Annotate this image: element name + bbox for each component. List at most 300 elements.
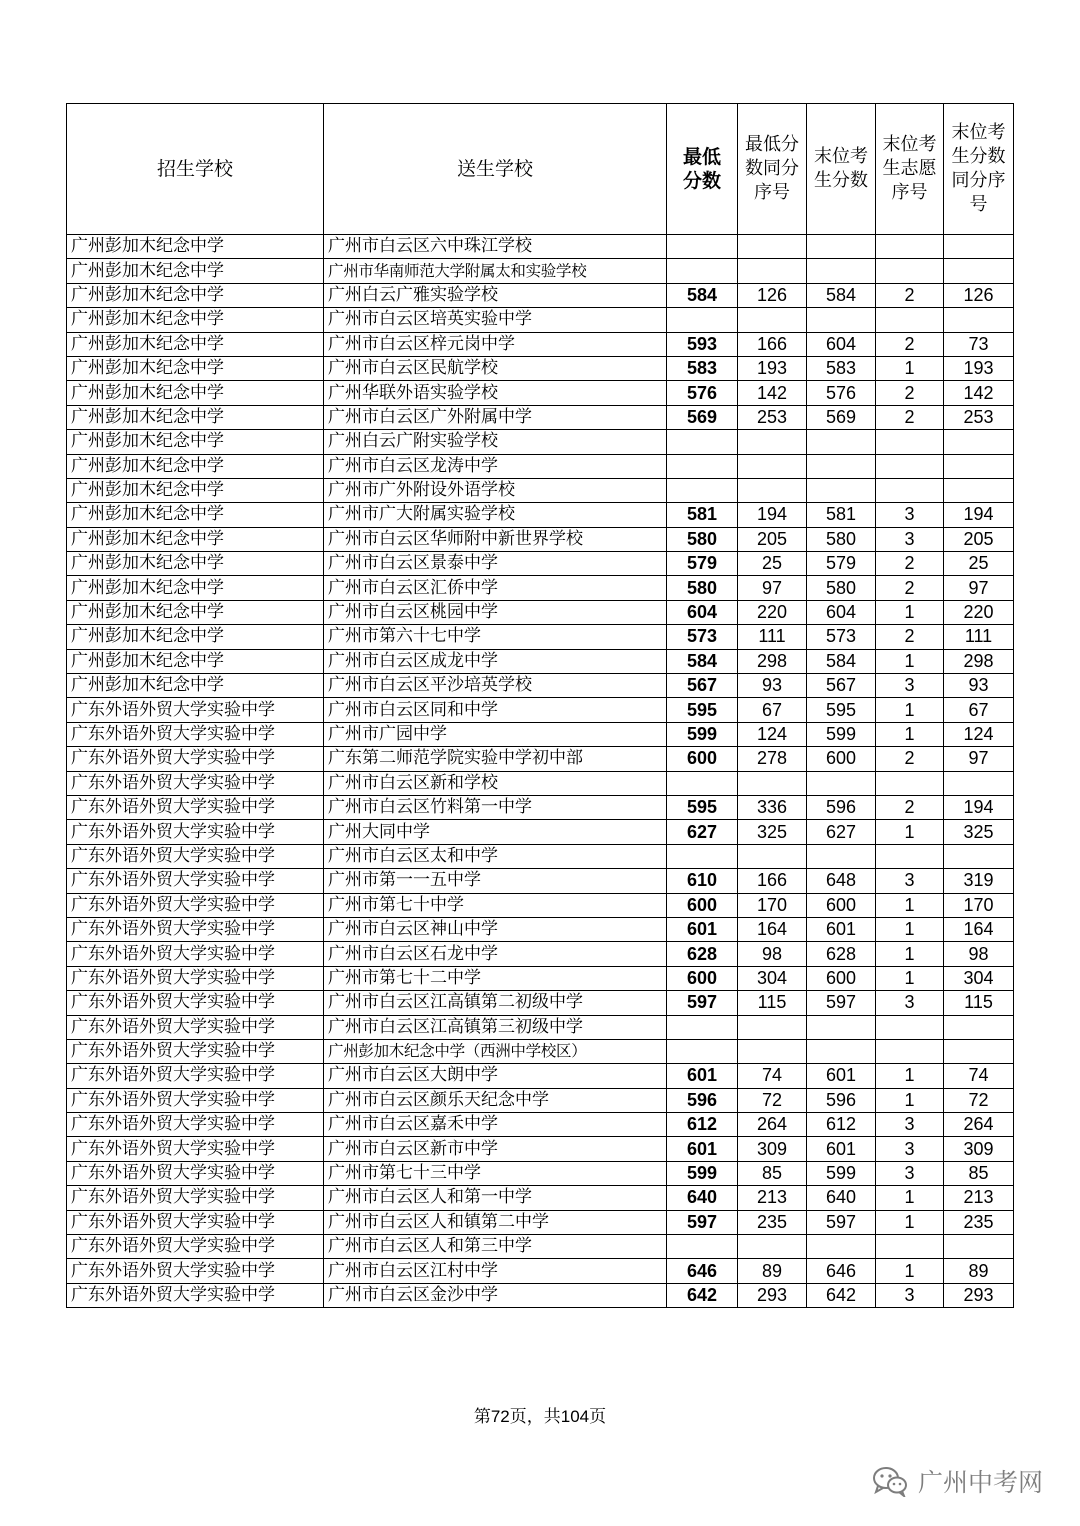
recruit-school-cell: 广州彭加木纪念中学 bbox=[67, 405, 324, 429]
send-school-cell: 广州市第七十中学 bbox=[324, 893, 667, 917]
last-choice-cell bbox=[876, 1235, 944, 1259]
table-row bbox=[67, 235, 1014, 259]
table-row bbox=[67, 1015, 1014, 1039]
table-header bbox=[67, 104, 1014, 235]
send-school-cell: 广州白云广雅实验学校 bbox=[324, 283, 667, 307]
min-score-cell: 576 bbox=[667, 381, 738, 405]
min-score-cell: 646 bbox=[667, 1259, 738, 1283]
min-score-rank-cell: 213 bbox=[738, 1186, 807, 1210]
send-school-cell: 广州大同中学 bbox=[324, 820, 667, 844]
table-row bbox=[67, 283, 1014, 307]
send-school-cell: 广州市白云区同和中学 bbox=[324, 698, 667, 722]
header-last-score bbox=[807, 104, 876, 235]
send-school-cell: 广州市白云区桃园中学 bbox=[324, 600, 667, 624]
last-choice-cell: 3 bbox=[876, 869, 944, 893]
last-rank-cell: 170 bbox=[944, 893, 1014, 917]
last-choice-cell bbox=[876, 771, 944, 795]
min-score-cell bbox=[667, 1235, 738, 1259]
min-score-rank-cell: 89 bbox=[738, 1259, 807, 1283]
send-school-cell: 广州彭加木纪念中学（西洲中学校区） bbox=[324, 1039, 667, 1063]
recruit-school-cell: 广州彭加木纪念中学 bbox=[67, 381, 324, 405]
table-row bbox=[67, 942, 1014, 966]
recruit-school-cell: 广东外语外贸大学实验中学 bbox=[67, 917, 324, 941]
min-score-cell: 567 bbox=[667, 674, 738, 698]
last-rank-cell: 142 bbox=[944, 381, 1014, 405]
min-score-rank-cell bbox=[738, 235, 807, 259]
min-score-cell: 580 bbox=[667, 527, 738, 551]
last-rank-cell: 115 bbox=[944, 991, 1014, 1015]
min-score-rank-cell: 164 bbox=[738, 917, 807, 941]
last-rank-cell: 193 bbox=[944, 356, 1014, 380]
send-school-cell: 广州市白云区培英实验中学 bbox=[324, 308, 667, 332]
watermark bbox=[872, 1461, 1043, 1501]
watermark-text: 广州中考网 bbox=[918, 1468, 1044, 1497]
min-score-rank-cell bbox=[738, 478, 807, 502]
last-score-cell: 576 bbox=[807, 381, 876, 405]
table-row bbox=[67, 1161, 1014, 1185]
last-choice-cell: 1 bbox=[876, 698, 944, 722]
send-school-cell: 广州市白云区嘉禾中学 bbox=[324, 1113, 667, 1137]
table-row bbox=[67, 576, 1014, 600]
min-score-rank-cell: 278 bbox=[738, 747, 807, 771]
last-score-cell: 640 bbox=[807, 1186, 876, 1210]
min-score-rank-cell: 93 bbox=[738, 674, 807, 698]
last-choice-cell: 3 bbox=[876, 527, 944, 551]
recruit-school-cell: 广东外语外贸大学实验中学 bbox=[67, 1161, 324, 1185]
last-score-cell bbox=[807, 259, 876, 283]
last-rank-cell: 89 bbox=[944, 1259, 1014, 1283]
table-row bbox=[67, 625, 1014, 649]
last-rank-cell: 264 bbox=[944, 1113, 1014, 1137]
table-row bbox=[67, 527, 1014, 551]
last-score-cell: 596 bbox=[807, 795, 876, 819]
header-last-rank bbox=[944, 104, 1014, 235]
last-score-cell: 595 bbox=[807, 698, 876, 722]
last-choice-cell: 2 bbox=[876, 405, 944, 429]
table-row bbox=[67, 698, 1014, 722]
recruit-school-cell: 广东外语外贸大学实验中学 bbox=[67, 1088, 324, 1112]
table-row bbox=[67, 869, 1014, 893]
min-score-cell: 599 bbox=[667, 1161, 738, 1185]
last-choice-cell: 1 bbox=[876, 893, 944, 917]
min-score-rank-cell bbox=[738, 1015, 807, 1039]
last-rank-cell: 220 bbox=[944, 600, 1014, 624]
last-rank-cell: 213 bbox=[944, 1186, 1014, 1210]
last-choice-cell: 1 bbox=[876, 1064, 944, 1088]
send-school-cell: 广州市白云区石龙中学 bbox=[324, 942, 667, 966]
min-score-rank-cell: 235 bbox=[738, 1210, 807, 1234]
last-choice-cell: 3 bbox=[876, 1137, 944, 1161]
recruit-school-cell: 广东外语外贸大学实验中学 bbox=[67, 1186, 324, 1210]
table-row bbox=[67, 893, 1014, 917]
min-score-cell: 599 bbox=[667, 722, 738, 746]
min-score-cell bbox=[667, 259, 738, 283]
last-score-cell: 601 bbox=[807, 1064, 876, 1088]
last-score-cell: 648 bbox=[807, 869, 876, 893]
table-row bbox=[67, 649, 1014, 673]
min-score-cell: 612 bbox=[667, 1113, 738, 1137]
table-row bbox=[67, 1088, 1014, 1112]
last-choice-cell bbox=[876, 308, 944, 332]
table-row bbox=[67, 478, 1014, 502]
table-row bbox=[67, 722, 1014, 746]
send-school-cell: 广州市广园中学 bbox=[324, 722, 667, 746]
table-row bbox=[67, 1137, 1014, 1161]
min-score-rank-cell bbox=[738, 430, 807, 454]
min-score-cell: 642 bbox=[667, 1283, 738, 1307]
min-score-rank-cell: 142 bbox=[738, 381, 807, 405]
min-score-rank-cell bbox=[738, 844, 807, 868]
recruit-school-cell: 广东外语外贸大学实验中学 bbox=[67, 844, 324, 868]
last-choice-cell: 2 bbox=[876, 576, 944, 600]
last-score-cell: 569 bbox=[807, 405, 876, 429]
send-school-cell: 广州市广外附设外语学校 bbox=[324, 478, 667, 502]
header-min-score-rank-text: 最低分数同分序号 bbox=[745, 134, 799, 203]
min-score-cell: 601 bbox=[667, 1064, 738, 1088]
table-row bbox=[67, 820, 1014, 844]
min-score-rank-cell: 85 bbox=[738, 1161, 807, 1185]
header-last-score-text: 末位考生分数 bbox=[814, 146, 868, 191]
last-rank-cell: 93 bbox=[944, 674, 1014, 698]
last-rank-cell: 124 bbox=[944, 722, 1014, 746]
last-score-cell: 600 bbox=[807, 747, 876, 771]
min-score-rank-cell: 205 bbox=[738, 527, 807, 551]
min-score-cell: 601 bbox=[667, 1137, 738, 1161]
page-footer bbox=[0, 1402, 1080, 1427]
send-school-cell: 广州市第一一五中学 bbox=[324, 869, 667, 893]
last-choice-cell: 3 bbox=[876, 991, 944, 1015]
min-score-rank-cell: 220 bbox=[738, 600, 807, 624]
recruit-school-cell: 广州彭加木纪念中学 bbox=[67, 332, 324, 356]
last-rank-cell bbox=[944, 308, 1014, 332]
table-row bbox=[67, 1235, 1014, 1259]
send-school-cell: 广州市第七十三中学 bbox=[324, 1161, 667, 1185]
min-score-cell: 581 bbox=[667, 503, 738, 527]
last-score-cell: 599 bbox=[807, 722, 876, 746]
min-score-rank-cell bbox=[738, 308, 807, 332]
min-score-rank-cell: 72 bbox=[738, 1088, 807, 1112]
recruit-school-cell: 广州彭加木纪念中学 bbox=[67, 430, 324, 454]
last-choice-cell bbox=[876, 454, 944, 478]
min-score-rank-cell: 124 bbox=[738, 722, 807, 746]
min-score-rank-cell: 309 bbox=[738, 1137, 807, 1161]
table-row bbox=[67, 503, 1014, 527]
min-score-cell bbox=[667, 771, 738, 795]
recruit-school-cell: 广东外语外贸大学实验中学 bbox=[67, 1113, 324, 1137]
recruit-school-cell: 广州彭加木纪念中学 bbox=[67, 674, 324, 698]
last-score-cell: 597 bbox=[807, 1210, 876, 1234]
last-choice-cell bbox=[876, 1015, 944, 1039]
last-score-cell: 642 bbox=[807, 1283, 876, 1307]
last-score-cell: 597 bbox=[807, 991, 876, 1015]
last-choice-cell: 1 bbox=[876, 917, 944, 941]
last-score-cell: 601 bbox=[807, 1137, 876, 1161]
last-rank-cell: 253 bbox=[944, 405, 1014, 429]
send-school-cell: 广州市白云区竹料第一中学 bbox=[324, 795, 667, 819]
min-score-cell: 627 bbox=[667, 820, 738, 844]
min-score-cell: 595 bbox=[667, 795, 738, 819]
last-rank-cell: 85 bbox=[944, 1161, 1014, 1185]
send-school-cell: 广州市广大附属实验学校 bbox=[324, 503, 667, 527]
min-score-cell bbox=[667, 454, 738, 478]
last-choice-cell bbox=[876, 430, 944, 454]
recruit-school-cell: 广州彭加木纪念中学 bbox=[67, 552, 324, 576]
min-score-rank-cell: 264 bbox=[738, 1113, 807, 1137]
send-school-cell: 广州市白云区汇侨中学 bbox=[324, 576, 667, 600]
last-score-cell bbox=[807, 771, 876, 795]
send-school-cell: 广州市白云区江村中学 bbox=[324, 1259, 667, 1283]
recruit-school-cell: 广州彭加木纪念中学 bbox=[67, 478, 324, 502]
table-row bbox=[67, 430, 1014, 454]
recruit-school-cell: 广州彭加木纪念中学 bbox=[67, 600, 324, 624]
min-score-cell: 600 bbox=[667, 966, 738, 990]
min-score-cell: 610 bbox=[667, 869, 738, 893]
last-choice-cell: 1 bbox=[876, 966, 944, 990]
send-school-cell: 广州市白云区民航学校 bbox=[324, 356, 667, 380]
last-rank-cell bbox=[944, 1015, 1014, 1039]
last-rank-cell: 194 bbox=[944, 795, 1014, 819]
last-rank-cell: 319 bbox=[944, 869, 1014, 893]
table-row bbox=[67, 1186, 1014, 1210]
min-score-cell: 600 bbox=[667, 747, 738, 771]
min-score-rank-cell: 67 bbox=[738, 698, 807, 722]
recruit-school-cell: 广州彭加木纪念中学 bbox=[67, 308, 324, 332]
min-score-cell: 600 bbox=[667, 893, 738, 917]
min-score-cell: 628 bbox=[667, 942, 738, 966]
last-rank-cell: 298 bbox=[944, 649, 1014, 673]
last-rank-cell bbox=[944, 454, 1014, 478]
min-score-cell bbox=[667, 1015, 738, 1039]
recruit-school-cell: 广东外语外贸大学实验中学 bbox=[67, 1235, 324, 1259]
send-school-cell: 广州市华南师范大学附属太和实验学校 bbox=[324, 259, 667, 283]
last-score-cell: 604 bbox=[807, 332, 876, 356]
min-score-cell bbox=[667, 844, 738, 868]
last-score-cell: 580 bbox=[807, 527, 876, 551]
send-school-cell: 广东第二师范学院实验中学初中部 bbox=[324, 747, 667, 771]
last-score-cell bbox=[807, 308, 876, 332]
header-last-choice-text: 末位考生志愿序号 bbox=[882, 134, 937, 203]
min-score-cell: 584 bbox=[667, 283, 738, 307]
recruit-school-cell: 广东外语外贸大学实验中学 bbox=[67, 991, 324, 1015]
footer-suffix: 页 bbox=[589, 1407, 607, 1427]
table-row bbox=[67, 1039, 1014, 1063]
min-score-rank-cell bbox=[738, 1235, 807, 1259]
last-score-cell: 601 bbox=[807, 917, 876, 941]
last-rank-cell: 309 bbox=[944, 1137, 1014, 1161]
last-rank-cell: 97 bbox=[944, 576, 1014, 600]
send-school-cell: 广州市白云区金沙中学 bbox=[324, 1283, 667, 1307]
last-score-cell: 567 bbox=[807, 674, 876, 698]
last-choice-cell: 2 bbox=[876, 625, 944, 649]
send-school-cell: 广州市白云区人和镇第二中学 bbox=[324, 1210, 667, 1234]
send-school-cell: 广州市白云区人和第三中学 bbox=[324, 1235, 667, 1259]
min-score-rank-cell: 170 bbox=[738, 893, 807, 917]
send-school-cell: 广州市白云区景泰中学 bbox=[324, 552, 667, 576]
last-choice-cell: 1 bbox=[876, 722, 944, 746]
send-school-cell: 广州市白云区江高镇第二初级中学 bbox=[324, 991, 667, 1015]
table-row bbox=[67, 552, 1014, 576]
recruit-school-cell: 广州彭加木纪念中学 bbox=[67, 503, 324, 527]
last-rank-cell bbox=[944, 478, 1014, 502]
last-choice-cell: 3 bbox=[876, 1113, 944, 1137]
last-score-cell: 628 bbox=[807, 942, 876, 966]
min-score-rank-cell: 193 bbox=[738, 356, 807, 380]
last-score-cell bbox=[807, 454, 876, 478]
recruit-school-cell: 广东外语外贸大学实验中学 bbox=[67, 820, 324, 844]
header-min-score-text: 最低分数 bbox=[682, 146, 721, 192]
min-score-rank-cell: 325 bbox=[738, 820, 807, 844]
last-rank-cell: 205 bbox=[944, 527, 1014, 551]
last-choice-cell: 3 bbox=[876, 503, 944, 527]
send-school-cell: 广州市白云区神山中学 bbox=[324, 917, 667, 941]
last-rank-cell: 111 bbox=[944, 625, 1014, 649]
last-score-cell: 646 bbox=[807, 1259, 876, 1283]
header-last-choice bbox=[876, 104, 944, 235]
last-rank-cell: 304 bbox=[944, 966, 1014, 990]
min-score-rank-cell bbox=[738, 259, 807, 283]
last-rank-cell bbox=[944, 771, 1014, 795]
last-choice-cell: 1 bbox=[876, 1088, 944, 1112]
recruit-school-cell: 广东外语外贸大学实验中学 bbox=[67, 893, 324, 917]
last-score-cell bbox=[807, 1235, 876, 1259]
last-choice-cell: 3 bbox=[876, 674, 944, 698]
table-row bbox=[67, 600, 1014, 624]
min-score-rank-cell: 253 bbox=[738, 405, 807, 429]
last-choice-cell bbox=[876, 259, 944, 283]
send-school-cell: 广州市白云区江高镇第三初级中学 bbox=[324, 1015, 667, 1039]
last-rank-cell: 72 bbox=[944, 1088, 1014, 1112]
header-min-score bbox=[667, 104, 738, 235]
last-score-cell: 581 bbox=[807, 503, 876, 527]
last-score-cell: 612 bbox=[807, 1113, 876, 1137]
last-rank-cell bbox=[944, 1039, 1014, 1063]
min-score-cell: 584 bbox=[667, 649, 738, 673]
last-choice-cell: 1 bbox=[876, 1210, 944, 1234]
min-score-cell: 573 bbox=[667, 625, 738, 649]
wechat-icon bbox=[872, 1465, 908, 1497]
recruit-school-cell: 广东外语外贸大学实验中学 bbox=[67, 747, 324, 771]
last-choice-cell bbox=[876, 844, 944, 868]
min-score-rank-cell: 115 bbox=[738, 991, 807, 1015]
min-score-cell bbox=[667, 478, 738, 502]
send-school-cell: 广州市白云区太和中学 bbox=[324, 844, 667, 868]
last-rank-cell bbox=[944, 235, 1014, 259]
min-score-rank-cell: 25 bbox=[738, 552, 807, 576]
min-score-cell: 583 bbox=[667, 356, 738, 380]
min-score-rank-cell bbox=[738, 771, 807, 795]
min-score-rank-cell: 298 bbox=[738, 649, 807, 673]
send-school-cell: 广州市白云区人和第一中学 bbox=[324, 1186, 667, 1210]
recruit-school-cell: 广东外语外贸大学实验中学 bbox=[67, 942, 324, 966]
footer-page-number: 72 bbox=[490, 1407, 510, 1426]
last-rank-cell bbox=[944, 844, 1014, 868]
last-choice-cell: 2 bbox=[876, 552, 944, 576]
send-school-cell: 广州市白云区新市中学 bbox=[324, 1137, 667, 1161]
recruit-school-cell: 广州彭加木纪念中学 bbox=[67, 454, 324, 478]
last-score-cell: 584 bbox=[807, 649, 876, 673]
send-school-cell: 广州市白云区大朗中学 bbox=[324, 1064, 667, 1088]
table-row bbox=[67, 259, 1014, 283]
recruit-school-cell: 广州彭加木纪念中学 bbox=[67, 356, 324, 380]
table-row bbox=[67, 356, 1014, 380]
table-row bbox=[67, 966, 1014, 990]
recruit-school-cell: 广东外语外贸大学实验中学 bbox=[67, 795, 324, 819]
send-school-cell: 广州市白云区六中珠江学校 bbox=[324, 235, 667, 259]
table-row bbox=[67, 308, 1014, 332]
recruit-school-cell: 广州彭加木纪念中学 bbox=[67, 235, 324, 259]
last-score-cell bbox=[807, 844, 876, 868]
last-choice-cell bbox=[876, 1039, 944, 1063]
footer-prefix: 第 bbox=[473, 1407, 491, 1427]
last-rank-cell: 126 bbox=[944, 283, 1014, 307]
min-score-cell bbox=[667, 235, 738, 259]
table-row bbox=[67, 332, 1014, 356]
last-score-cell: 600 bbox=[807, 893, 876, 917]
header-last-rank-text: 末位考生分数同分序号 bbox=[951, 122, 1006, 215]
last-choice-cell: 1 bbox=[876, 1259, 944, 1283]
recruit-school-cell: 广东外语外贸大学实验中学 bbox=[67, 722, 324, 746]
recruit-school-cell: 广州彭加木纪念中学 bbox=[67, 283, 324, 307]
last-score-cell: 627 bbox=[807, 820, 876, 844]
last-score-cell: 604 bbox=[807, 600, 876, 624]
last-choice-cell: 1 bbox=[876, 942, 944, 966]
send-school-cell: 广州市白云区梓元岗中学 bbox=[324, 332, 667, 356]
last-rank-cell: 325 bbox=[944, 820, 1014, 844]
last-score-cell: 583 bbox=[807, 356, 876, 380]
last-choice-cell: 2 bbox=[876, 332, 944, 356]
send-school-cell: 广州市第六十七中学 bbox=[324, 625, 667, 649]
min-score-cell: 580 bbox=[667, 576, 738, 600]
min-score-cell: 604 bbox=[667, 600, 738, 624]
footer-middle: 页，共 bbox=[509, 1407, 561, 1427]
last-rank-cell bbox=[944, 430, 1014, 454]
last-choice-cell bbox=[876, 478, 944, 502]
table-row bbox=[67, 917, 1014, 941]
min-score-cell bbox=[667, 1039, 738, 1063]
min-score-rank-cell: 194 bbox=[738, 503, 807, 527]
min-score-cell: 593 bbox=[667, 332, 738, 356]
min-score-rank-cell: 97 bbox=[738, 576, 807, 600]
last-score-cell bbox=[807, 430, 876, 454]
min-score-rank-cell bbox=[738, 1039, 807, 1063]
last-score-cell: 573 bbox=[807, 625, 876, 649]
last-rank-cell: 67 bbox=[944, 698, 1014, 722]
table-row bbox=[67, 454, 1014, 478]
table-row bbox=[67, 795, 1014, 819]
min-score-cell: 597 bbox=[667, 991, 738, 1015]
recruit-school-cell: 广州彭加木纪念中学 bbox=[67, 625, 324, 649]
last-rank-cell: 293 bbox=[944, 1283, 1014, 1307]
last-rank-cell: 235 bbox=[944, 1210, 1014, 1234]
header-recruit-school: 招生学校 bbox=[67, 104, 324, 235]
send-school-cell: 广州市白云区平沙培英学校 bbox=[324, 674, 667, 698]
min-score-rank-cell: 166 bbox=[738, 332, 807, 356]
recruit-school-cell: 广东外语外贸大学实验中学 bbox=[67, 771, 324, 795]
last-choice-cell: 2 bbox=[876, 283, 944, 307]
recruit-school-cell: 广东外语外贸大学实验中学 bbox=[67, 1039, 324, 1063]
min-score-rank-cell: 111 bbox=[738, 625, 807, 649]
last-choice-cell: 3 bbox=[876, 1283, 944, 1307]
last-choice-cell: 3 bbox=[876, 1161, 944, 1185]
min-score-cell: 640 bbox=[667, 1186, 738, 1210]
min-score-rank-cell: 98 bbox=[738, 942, 807, 966]
min-score-cell: 597 bbox=[667, 1210, 738, 1234]
last-choice-cell: 1 bbox=[876, 649, 944, 673]
last-score-cell: 596 bbox=[807, 1088, 876, 1112]
table-row bbox=[67, 844, 1014, 868]
recruit-school-cell: 广东外语外贸大学实验中学 bbox=[67, 1210, 324, 1234]
header-min-score-rank bbox=[738, 104, 807, 235]
